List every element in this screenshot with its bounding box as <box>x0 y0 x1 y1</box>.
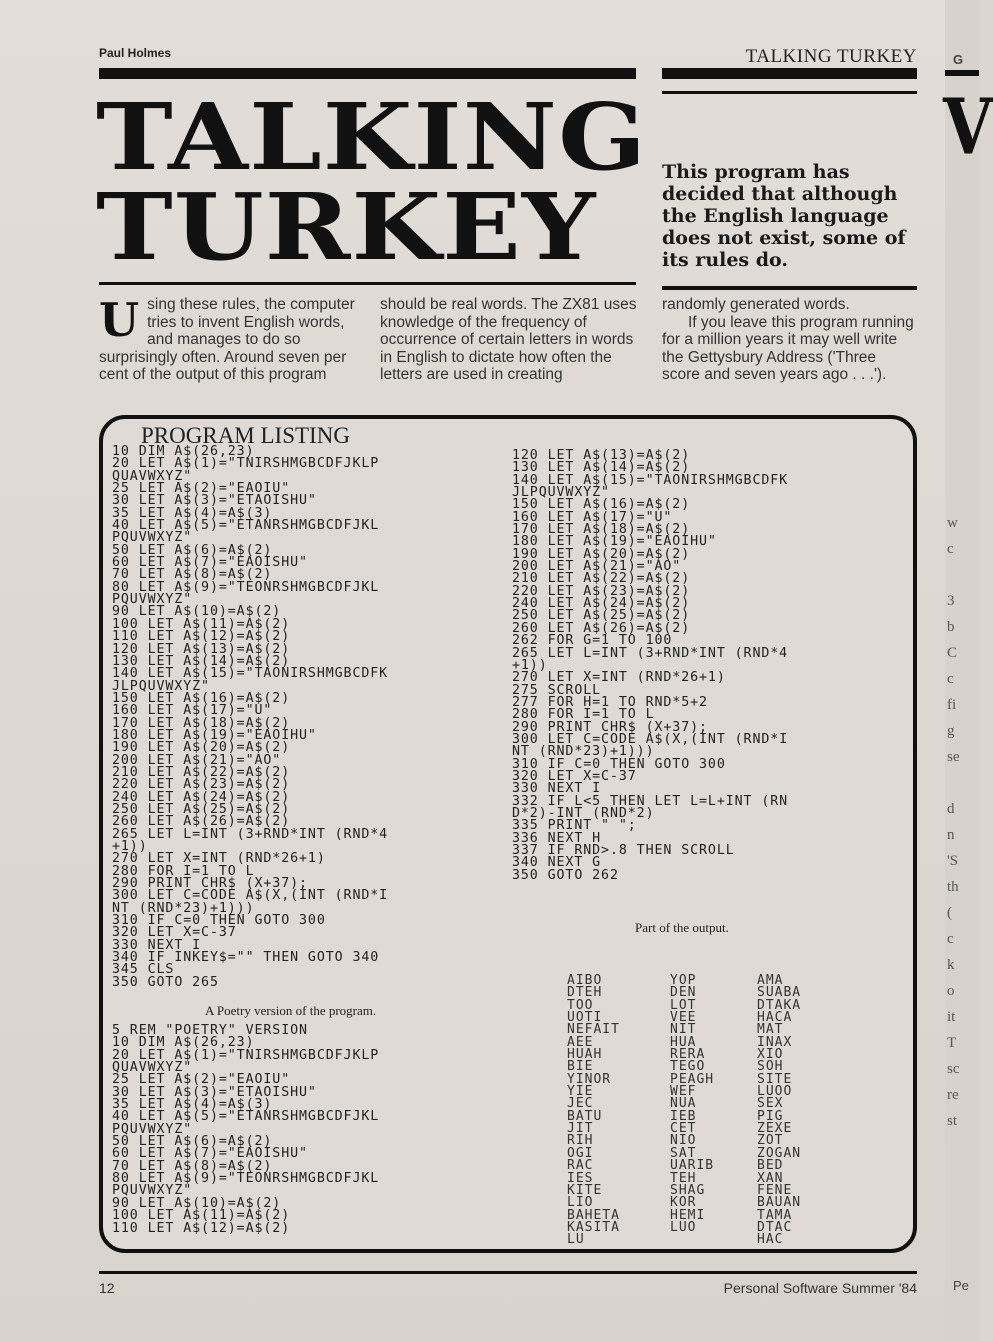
standfirst-rule-bottom <box>662 286 917 290</box>
output-column-2: YOP DEN LOT VEE NIT HUA RERA TEGO PEAGH WEF NUA IEB CET NIO SAT UARIB TEH SHAG KOR HEMI LUO <box>670 973 715 1235</box>
adjacent-rule <box>945 70 979 76</box>
standfirst-rule-top <box>662 91 917 94</box>
adjacent-text-fragments: w c 3 b C c fi g se d n 'S th ( c k o it T sc re st <box>947 515 960 1129</box>
page-number: 12 <box>99 1280 115 1296</box>
standfirst: This program has decided that although the English language does not exist, some of its rules do. <box>662 161 906 271</box>
body-text-3a: randomly generated words. <box>662 296 850 313</box>
adjacent-footer-fragment: Pe <box>953 1278 969 1293</box>
top-rule-left <box>99 68 636 79</box>
body-text-3b: If you leave this program running for a million years it may well write the Gettysbury Address ('Three score and seven years ago . . .'). <box>662 313 914 383</box>
adjacent-page-edge <box>943 0 993 1341</box>
author-byline: Paul Holmes <box>99 46 172 60</box>
body-column-1 <box>99 293 364 384</box>
drop-cap: U <box>99 293 140 347</box>
listing-code-left: 10 DIM A$(26,23) 20 LET A$(1)="TNIRSHMGBCDFJKLP QUAVWXYZ" 25 LET A$(2)="EAOIU" 30 LET A$(3)="ETAOISHU" 35 LET A$(4)=A$(3) 40 LET A$(5)="ETANRSHMGBCDFJKL PQUVWXYZ" 50 LET A$(6)=A$(2) 60 LET A$(7)="EAOISHU" 70 LET A$(8)=A$(2) 80 LET A$(9)="TEONRSHMGBCDFJKL PQUVWXYZ" 90 LET A$(10)=A$(2) 100 LET A$(11)=A$(2) 110 LET A$(12)=A$(2) 120 LET A$(13)=A$(2) 130 LET A$(14)=A$(2) 140 LET A$(15)="TAONIRSHMGBCDFK JLPQUVWXYZ" 150 LET A$(16)=A$(2) 160 LET A$(17)="U" 170 LET A$(18)=A$(2) 180 LET A$(19)="EAOIHU" 190 LET A$(20)=A$(2) 200 LET A$(21)="AO" 210 LET A$(22)=A$(2) 220 LET A$(23)=A$(2) 240 LET A$(24)=A$(2) 250 LET A$(25)=A$(2) 260 LET A$(26)=A$(2) 265 LET L=INT (3+RND*INT (RND*4 +1)) 270 LET X=INT (RND*26+1) 280 FOR I=1 TO L 290 PRINT CHR$ (X+37); 300 LET C=CODE A$(X,(INT (RND*I NT (RND*23)+1))) 310 IF C=0 THEN GOTO 300 320 LET X=C-37 330 NEXT I 340 IF INKEY$="" THEN GOTO 340 345 CLS 350 GOTO 265 <box>112 444 389 990</box>
listing-code-right: 120 LET A$(13)=A$(2) 130 LET A$(14)=A$(2) 140 LET A$(15)="TAONIRSHMGBCDFK JLPQUVWXYZ" 150 LET A$(16)=A$(2) 160 LET A$(17)="U" 170 LET A$(18)=A$(2) 180 LET A$(19)="EAOIHU" 190 LET A$(20)=A$(2) 200 LET A$(21)="AO" 210 LET A$(22)=A$(2) 220 LET A$(23)=A$(2) 240 LET A$(24)=A$(2) 250 LET A$(25)=A$(2) 260 LET A$(26)=A$(2) 262 FOR G=1 TO 100 265 LET L=INT (3+RND*INT (RND*4 +1)) 270 LET X=INT (RND*26+1) 275 SCROLL 277 FOR H=1 TO RND*5+2 280 FOR I=1 TO L 290 PRINT CHR$ (X+37); 300 LET C=CODE A$(X,(INT (RND*I NT (RND*23)+1))) 310 IF C=0 THEN GOTO 300 320 LET X=C-37 330 NEXT I 332 IF L<5 THEN LET L=L+INT (RN D*2)-INT (RND*2) 335 PRINT " "; 336 NEXT H 337 IF RND>.8 THEN SCROLL 340 NEXT G 350 GOTO 262 <box>512 448 789 883</box>
poetry-caption: A Poetry version of the program. <box>205 1003 377 1018</box>
adjacent-headline-letter: V <box>943 82 993 173</box>
adjacent-header-letter: G <box>953 52 964 67</box>
output-column-1: AIBO DTEH TOO UOTI NEFAIT AEE HUAH BIE YINOR YIE JEC BATU JIT RIH OGI RAC IES KITE LIO BAHETA KASITA LU <box>567 973 620 1248</box>
listing-title: PROGRAM LISTING <box>141 423 350 448</box>
headline-line-1: TALKING <box>96 83 648 191</box>
headline-line-2: TURKEY <box>96 173 597 281</box>
footer-rule <box>99 1271 917 1274</box>
running-head: TALKING TURKEY <box>745 46 917 67</box>
headline-rule <box>99 282 636 285</box>
poetry-code: 5 REM "POETRY" VERSION 10 DIM A$(26,23) 20 LET A$(1)="TNIRSHMGBCDFJKLP QUAVWXYZ" 25 LET A$(2)="EAOIU" 30 LET A$(3)="ETAOISHU" 35 LET A$(4)=A$(3) 40 LET A$(5)="ETANRSHMGBCDFJKL PQUVWXYZ" 50 LET A$(6)=A$(2) 60 LET A$(7)="EAOISHU" 70 LET A$(8)=A$(2) 80 LET A$(9)="TEONRSHMGBCDFJKL PQUVWXYZ" 90 LET A$(10)=A$(2) 100 LET A$(11)=A$(2) 110 LET A$(12)=A$(2) <box>112 1023 380 1236</box>
top-rule-right <box>662 68 917 79</box>
output-column-3: AMA SUABA DTAKA HACA MAT INAX XIO SOH SITE LUOO SEX PIG ZEXE ZOT ZOGAN BED XAN FENE BAUAN TAMA DTAC HAC <box>757 973 802 1248</box>
output-caption: Part of the output. <box>635 920 729 935</box>
headline <box>96 83 648 281</box>
publication-footer: Personal Software Summer '84 <box>723 1280 917 1296</box>
body-column-3 <box>662 296 917 384</box>
body-text-2: should be real words. The ZX81 uses knowledge of the frequency of occurrence of certain letters in words in English to dictate how often the letters are used in creating <box>380 296 637 383</box>
body-column-2 <box>380 296 642 384</box>
body-text-1: sing these rules, the computer tries to invent English words, and manages to do so surprisingly often. Around seven per cent of the output of this program <box>99 296 355 383</box>
